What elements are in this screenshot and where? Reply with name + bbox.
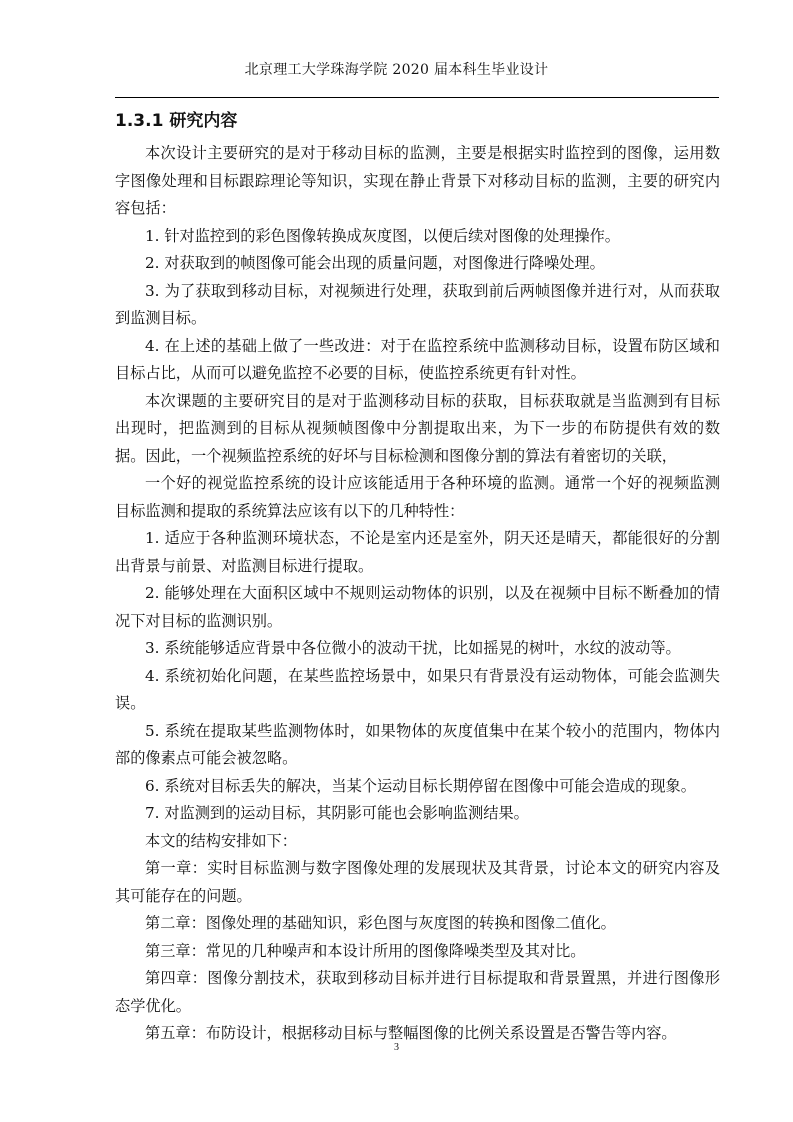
list-item: 1. 适应于各种监测环境状态，不论是室内还是室外，阴天还是晴天，都能很好的分割出背景与前景、对监测目标进行提取。 (115, 529, 720, 575)
page-number: 3 (394, 1042, 399, 1053)
list-item: 1. 针对监控到的彩色图像转换成灰度图，以便后续对图像的处理操作。 (145, 226, 620, 245)
chapter-item: 第二章：图像处理的基础知识，彩色图与灰度图的转换和图像二值化。 (145, 914, 616, 932)
paragraph-intro: 本次设计主要研究的是对于移动目标的监测，主要是根据实时监控到的图像，运用数字图像处理和目标跟踪理论等知识，实现在静止背景下对移动目标的监测，主要的研究内容包括： (115, 144, 720, 217)
list-item: 2. 对获取到的帧图像可能会出现的质量问题，对图像进行降噪处理。 (145, 254, 605, 272)
chapter-item: 第五章：布防设计，根据移动目标与整幅图像的比例关系设置是否警告等内容。 (145, 1024, 677, 1042)
list-item: 7. 对监测到的运动目标，其阴影可能也会影响监测结果。 (145, 804, 529, 822)
chapter-item: 第一章：实时目标监测与数字图像处理的发展现状及其背景，讨论本文的研究内容及其可能存在的问题。 (115, 859, 720, 905)
list-item: 5. 系统在提取某些监测物体时，如果物体的灰度值集中在某个较小的范围内，物体内部的像素点可能会被忽略。 (115, 721, 720, 767)
list-item: 3. 系统能够适应背景中各位微小的波动干扰，比如摇晃的树叶，水纹的波动等。 (145, 639, 681, 657)
list-item: 4. 在上述的基础上做了一些改进：对于在监控系统中监测移动目标，设置布防区域和目标占比，从而可以避免监控不必要的目标，使监控系统更有针对性。 (115, 336, 720, 382)
chapter-item: 第四章：图像分割技术，获取到移动目标并进行目标提取和背景置黑，并进行图像形态学优化。 (115, 969, 720, 1015)
list-item: 3. 为了获取到移动目标，对视频进行处理，获取到前后两帧图像并进行对，从而获取到监测目标。 (115, 281, 720, 327)
list-item: 2. 能够处理在大面积区域中不规则运动物体的识别，以及在视频中目标不断叠加的情况下对目标的监测识别。 (115, 584, 720, 630)
paragraph: 本文的结构安排如下： (145, 831, 297, 850)
section-heading: 1.3.1 研究内容 (115, 111, 238, 131)
header-rule (115, 97, 719, 98)
paragraph: 本次课题的主要研究目的是对于监测移动目标的获取，目标获取就是当监测到有目标出现时，把监测到的目标从视频帧图像中分割提取出来，为下一步的布防提供有效的数据。因此，一个视频监控系统的好坏与目标检测和图像分割的算法有着密切的关联， (115, 391, 720, 465)
paragraph: 一个好的视觉监控系统的设计应该能适用于各种环境的监测。通常一个好的视频监测目标监测和提取的系统算法应该有以下的几种特性： (115, 474, 720, 520)
list-item: 4. 系统初始化问题，在某些监控场景中，如果只有背景没有运动物体，可能会监测失误。 (115, 666, 720, 712)
chapter-item: 第三章：常见的几种噪声和本设计所用的图像降噪类型及其对比。 (145, 941, 586, 960)
list-item: 6. 系统对目标丢失的解决，当某个运动目标长期停留在图像中可能会造成的现象。 (145, 776, 696, 795)
page-header: 北京理工大学珠海学院 2020 届本科生毕业设计 (244, 62, 549, 78)
body-text (115, 140, 720, 1048)
